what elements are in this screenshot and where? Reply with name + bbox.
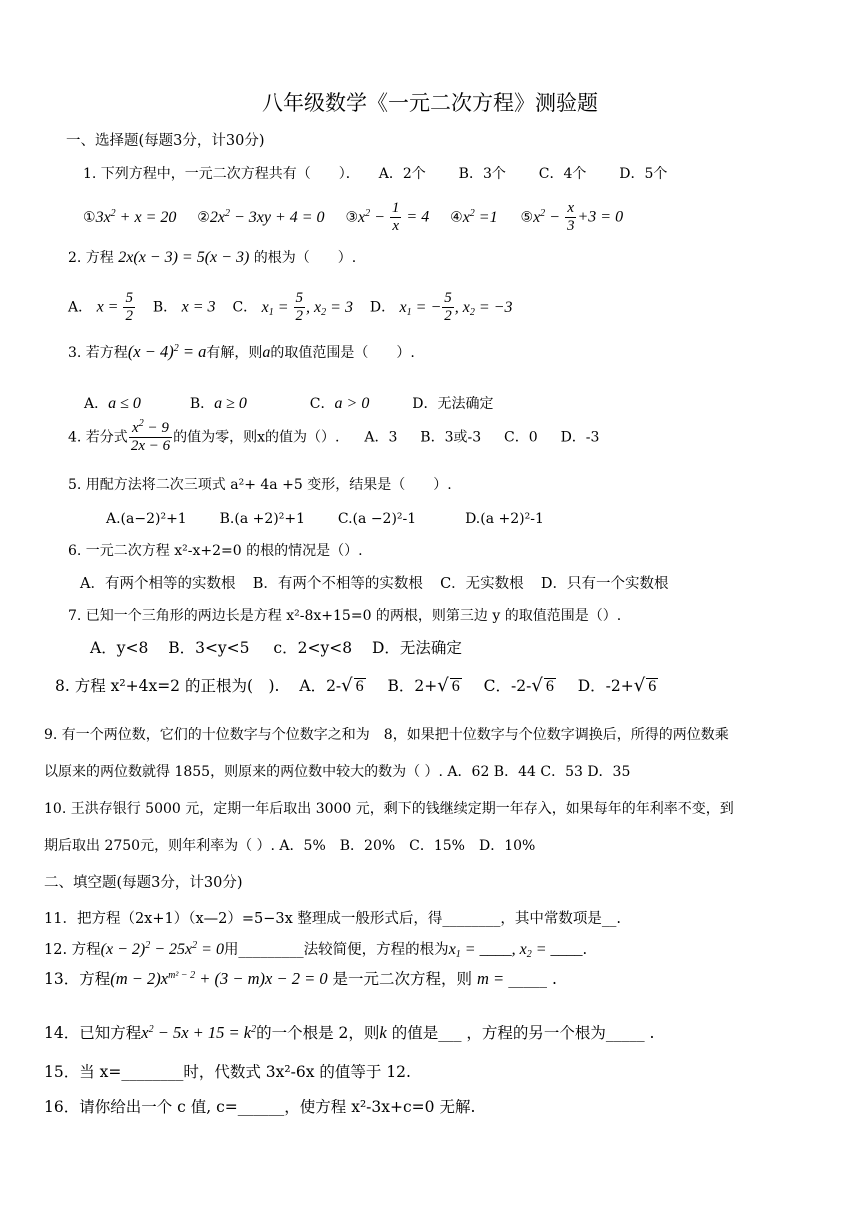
question-2-options: A． x = $\frac{5}{2}$ B． x = 3 C． $x_1$ = $\frac{5}{2}$ , $x_2 = 3$ D． $x_1$ = − $\frac{5}{2}$ , $x_2 = -3$ (68, 290, 513, 324)
question-3-label-b: B． (189, 396, 215, 412)
question-6-option-a: A．有两个相等的实数根 (80, 576, 236, 592)
question-12-pre: 12. 方程 (44, 942, 101, 958)
question-12: 12. 方程$(x - 2)^2 - 25x^2 = 0$用_________法较简便，方程的根为$x_1$ = ____, $x_2$ = ____. (44, 940, 588, 960)
question-15: 15．当 x=________时，代数式 3x²-6x 的值等于 12. (44, 1063, 411, 1081)
question-2-label-a: A． (68, 299, 93, 316)
question-2-stem-post: 的根为（ ）. (253, 250, 357, 266)
question-9-line-1: 9. 有一个两位数，它们的十位数字与个位数字之和为 8，如果把十位数字与个位数字调换后，所得的两位数乘 (44, 727, 729, 743)
question-2-label-d: D． (369, 299, 396, 316)
equation-3-marker: ③ (345, 209, 359, 226)
question-1-option-b: B．3个 (458, 166, 506, 182)
question-8-label-d: D．-2+ (577, 677, 634, 695)
question-4-option-d: D．-3 (560, 429, 600, 446)
question-8-label-b: B．2+ (387, 677, 438, 695)
section-heading-fill-in: 二、填空题(每题3分，计30分) (44, 875, 243, 891)
equation-2-marker: ② (197, 209, 210, 226)
equation-4-marker: ④ (450, 209, 463, 226)
question-7-option-d: D．无法确定 (371, 639, 462, 657)
question-12-post: . (582, 942, 588, 958)
question-5-option-d: D.(a +2)²-1 (465, 511, 544, 527)
question-11: 11．把方程（2x+1）（x—2）=5−3x 整理成一般形式后，得________，其中常数项是__. (44, 911, 622, 927)
question-3: 3. 若方程$(x - 4)^2 = a$有解，则a的取值范围是（ ）. (68, 342, 415, 361)
question-4-option-b: B．3或-3 (420, 429, 482, 446)
question-7-option-a: A．y<8 (90, 639, 149, 657)
question-8: 8. 方程 x²+4x=2 的正根为( ). A．2-√ 6 B．2+√ 6 C．-2-√ 6 D．-2+√ 6 (55, 675, 657, 696)
question-4-stem-post: 的值为零，则x的值为（）. (173, 429, 340, 446)
question-6-option-d: D．只有一个实数根 (540, 576, 669, 592)
question-14-pre: 14．已知方程 (44, 1024, 142, 1042)
question-8-label-c: C．-2- (483, 677, 532, 695)
question-14-mid-2: 的值是___ ，方程的另一个根为_____ . (391, 1024, 655, 1042)
question-6-option-b: B．有两个不相等的实数根 (252, 576, 423, 592)
question-5-option-a: A.(a−2)²+1 (106, 511, 187, 527)
question-7-option-b: B．3<y<5 (168, 639, 250, 657)
question-4: 4. 若分式 $\frac{x^2 - 9}{2x - 6}$ 的值为零，则x的值为（）. A．3 B．3或-3 C．0 D．-3 (68, 418, 600, 454)
question-2-stem-pre: 2. 方程 (68, 250, 114, 266)
question-4-option-c: C．0 (504, 429, 538, 446)
question-4-stem-pre: 4. 若分式 (68, 429, 128, 446)
question-8-label-a: A．2- (299, 677, 342, 695)
page-title: 八年级数学《一元二次方程》测验题 (262, 91, 598, 115)
question-1-option-c: C．4个 (538, 166, 587, 182)
question-5-option-c: C.(a −2)²-1 (337, 511, 417, 527)
question-5-stem: 5. 用配方法将二次三项式 a²+ 4a +5 变形，结果是（ ）. (68, 477, 452, 493)
question-6-option-c: C．无实数根 (440, 576, 524, 592)
question-3-stem-mid: 有解，则 (206, 345, 263, 361)
question-4-option-a: A．3 (364, 429, 398, 446)
question-2-label-b: B． (152, 299, 178, 316)
question-3-label-c: C． (309, 396, 335, 412)
question-10-line-1: 10. 王洪存银行 5000 元，定期一年后取出 3000 元，剩下的钱继续定期一年存入，如果每年的年利率不变，到 (44, 801, 734, 817)
question-1 (83, 167, 667, 181)
question-13-post: _____ . (508, 970, 557, 988)
question-2-label-c: C． (232, 299, 258, 316)
question-1-equations: $①3x^2 + x = 20$ $②2x^2 - 3xy + 4 = 0$ $③x^2$ − $\frac{1}{x}$ = 4 $④x^2 =1$ $⑤x^2$ − $\frac{x}{3}$ +3 = 0 (83, 200, 624, 234)
question-12-mid: 用_________法较简便，方程的根为 (223, 942, 449, 958)
question-6-options (80, 577, 669, 592)
equation-1-marker: ① (83, 209, 96, 226)
question-10-line-2: 期后取出 2750元，则年利率为（ ）. A．5% B．20% C．15% D．10% (44, 838, 536, 854)
question-9-line-2: 以原来的两位数就得 1855，则原来的两位数中较大的数为（ ）. A．62 B．44 C．53 D．35 (44, 764, 631, 780)
question-14: 14．已知方程$x^2 - 5x + 15 = k^2$的一个根是 2，则k 的值是___ ，方程的另一个根为_____ . (44, 1023, 655, 1042)
question-7-stem: 7. 已知一个三角形的两边长是方程 x²-8x+15=0 的两根，则第三边 y 的取值范围是（）. (68, 608, 622, 624)
question-2: 2. 方程 2x(x − 3) = 5(x − 3) 的根为（ ）. (68, 249, 357, 266)
question-5-option-b: B.(a +2)²+1 (219, 511, 305, 527)
question-3-stem-post: 的取值范围是（ ）. (270, 345, 415, 361)
question-16: 16．请你给出一个 c 值, c=______，使方程 x²-3x+c=0 无解. (44, 1098, 476, 1116)
section-heading-choice: 一、选择题(每题3分，计30分) (66, 133, 265, 149)
question-3-options: A．a ≤ 0 B．a ≥ 0 C．a > 0 D．无法确定 (84, 395, 494, 412)
question-1-option-d: D．5个 (619, 166, 668, 182)
question-3-label-a: A． (84, 396, 109, 412)
question-8-stem: 8. 方程 x²+4x=2 的正根为( ). (55, 677, 280, 695)
question-1-option-a: A．2个 (378, 166, 426, 182)
question-13-mid: 是一元二次方程，则 (332, 970, 473, 988)
question-13-pre: 13．方程 (44, 970, 111, 988)
equation-5-marker: ⑤ (520, 209, 534, 226)
question-6-stem: 6. 一元二次方程 x²-x+2=0 的根的情况是（）. (68, 543, 363, 559)
question-5-options (106, 512, 544, 526)
question-14-mid-1: 的一个根是 2，则 (256, 1024, 380, 1042)
question-7-option-c: c．2<y<8 (273, 639, 353, 657)
question-7-options (90, 641, 462, 657)
question-3-label-d: D．无法确定 (412, 396, 494, 412)
question-3-stem-pre: 3. 若方程 (68, 345, 128, 361)
question-13: 13．方程$(m - 2)x^{m^2 - 2} + (3 - m)x - 2 = 0$ 是一元二次方程，则 m = _____ . (44, 969, 557, 988)
question-1-stem: 1. 下列方程中，一元二次方程共有（ ）． (83, 166, 360, 182)
